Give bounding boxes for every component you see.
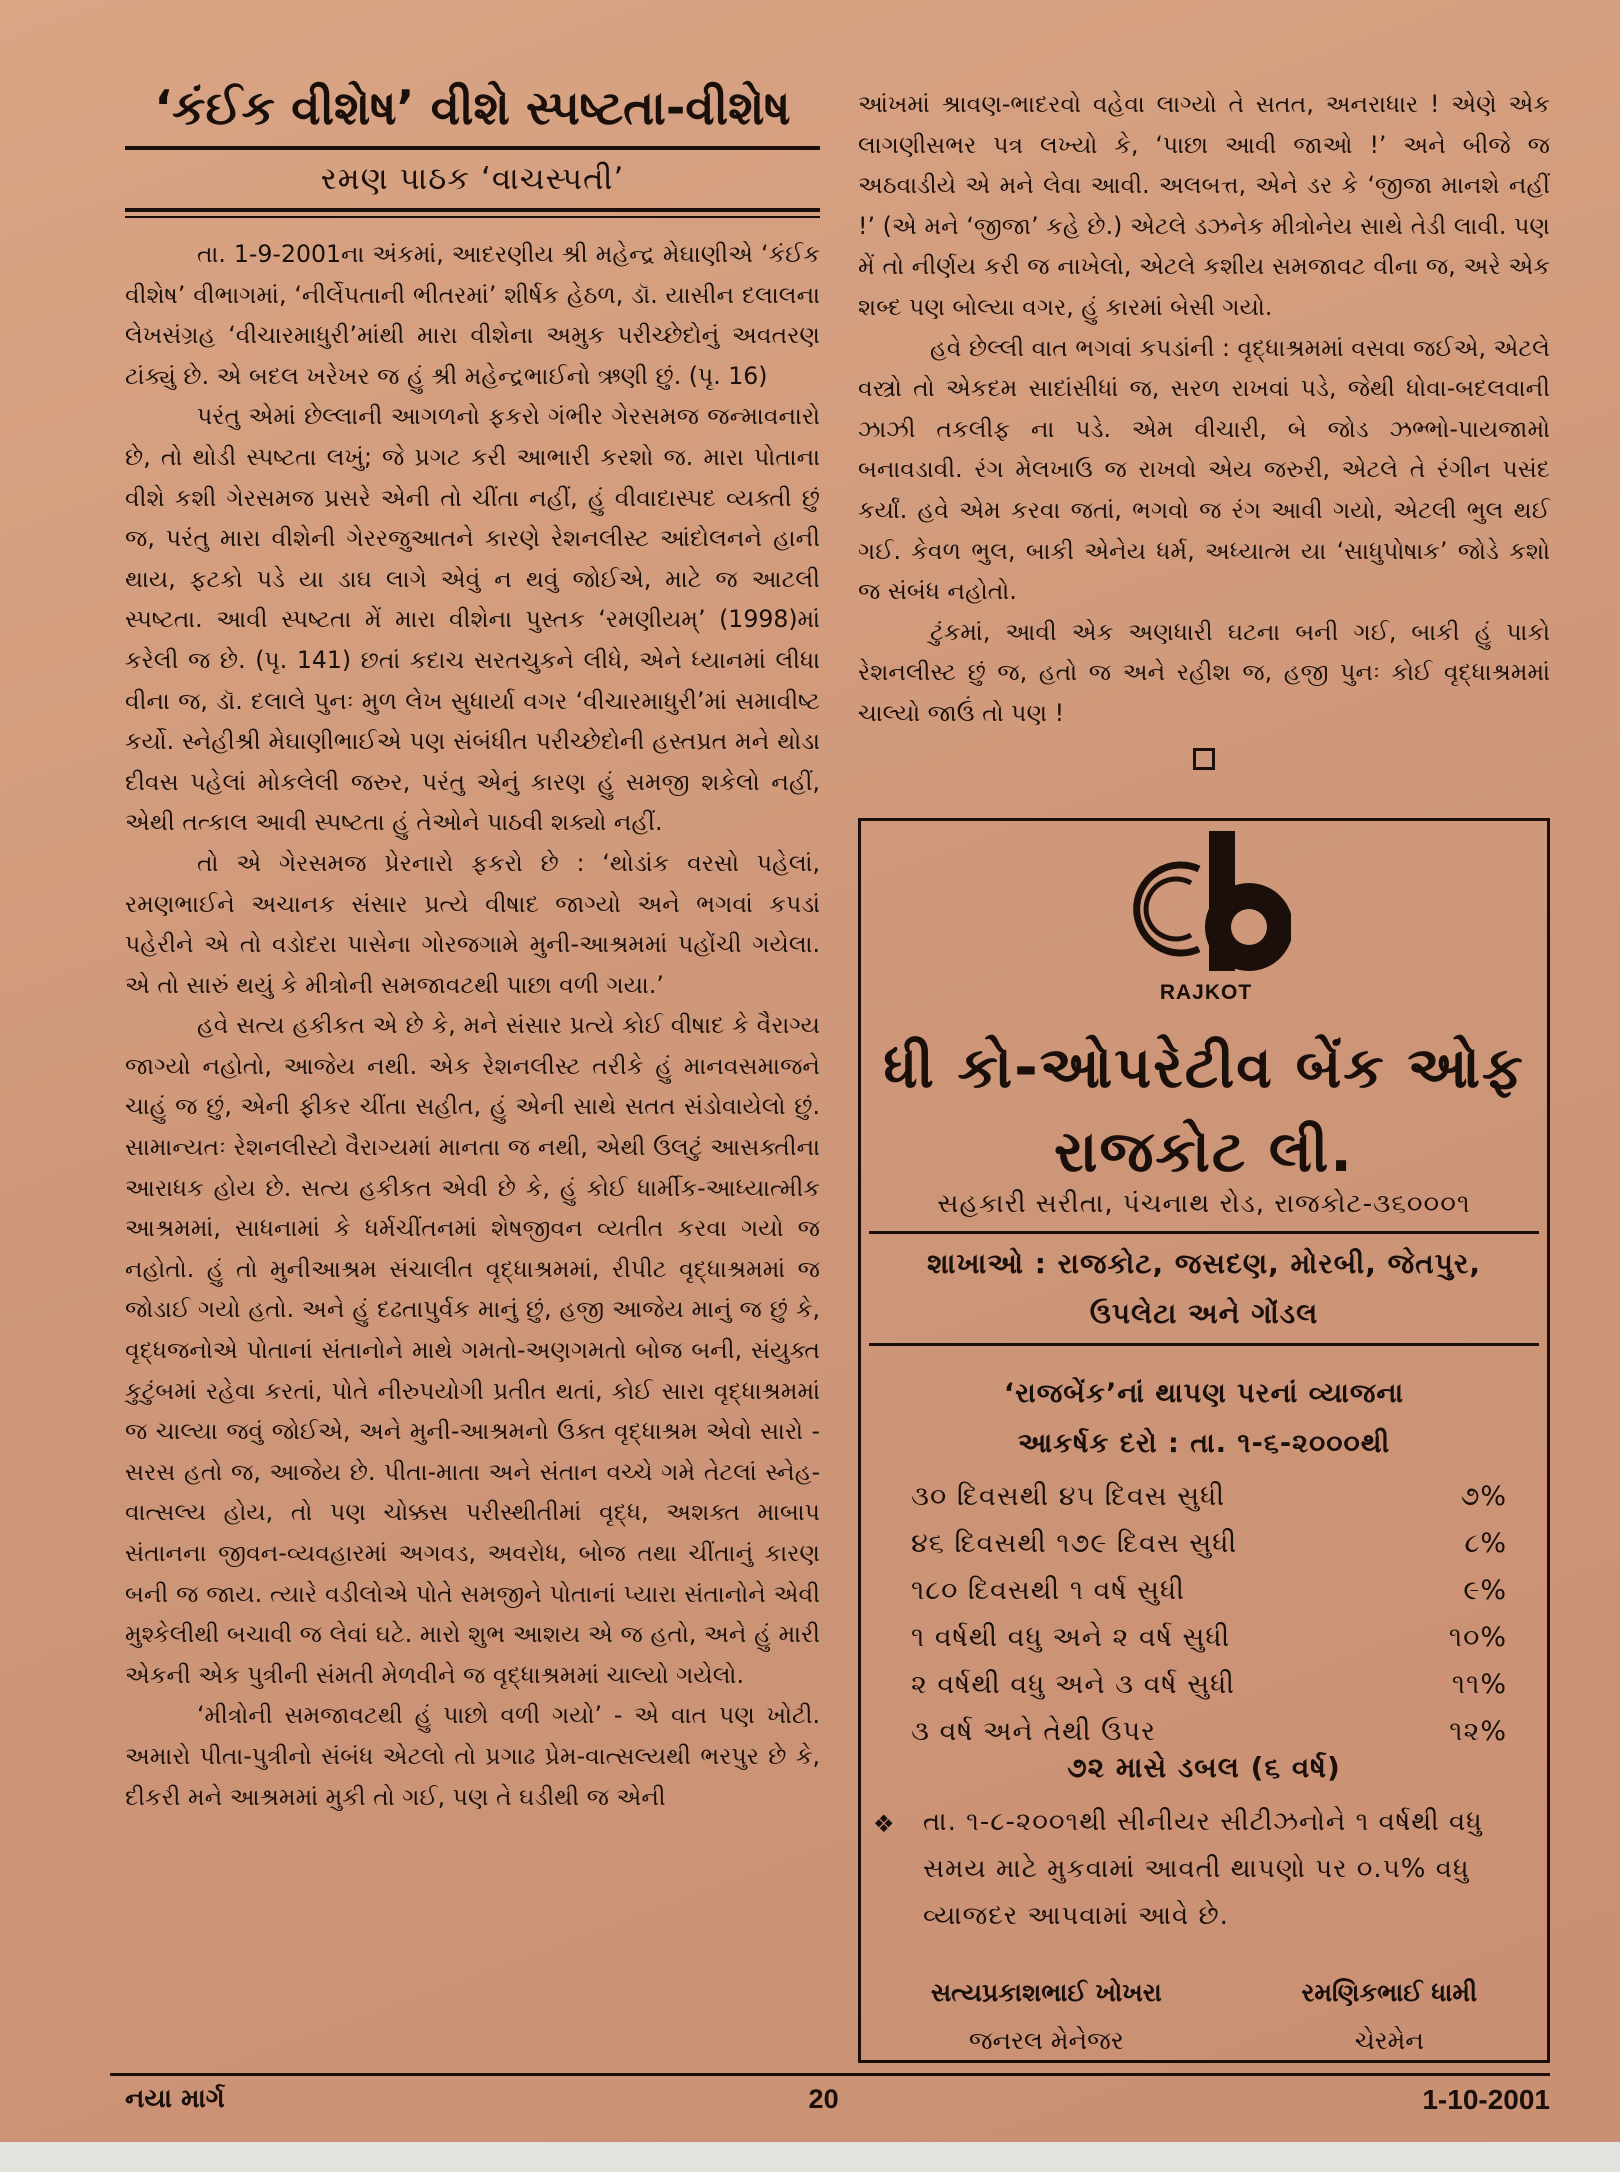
article-byline: રમણ પાઠક ‘વાચસ્પતી’ [320, 161, 625, 197]
rate-row [911, 1614, 1507, 1661]
article-paragraph: તા. 1-9-2001ના અંકમાં, આદરણીય શ્રી મહેન્દ્ર મેઘાણીએ ‘કંઈક વીશેષ’ વીભાગમાં, ‘નીર્લેપતાની ભીતરમાં’ શીર્ષક હેઠળ, ડૉ. યાસીન દલાલના લેખસંગ્રહ ‘વીચારમાધુરી’માંથી મારા વીશેના અમુક પરીચ્છેદોનું અવતરણ ટાંક્યું છે. એ બદલ ખરેખર જ હું શ્રી મહેન્દ્રભાઈનો ઋણી છું. (પૃ. 16) [125, 240, 820, 390]
article-paragraph: તો એ ગેરસમજ પ્રેરનારો ફકરો છે : ‘થોડાંક વરસો પહેલાં, રમણભાઈને અચાનક સંસાર પ્રત્યે વીષાદ જાગ્યો અને ભગવાં કપડાં પહેરીને એ તો વડોદરા પાસેના ગોરજગામે મુની-આશ્રમમાં પહોંચી ગયેલા. એ તો સારું થયું કે મીત્રોની સમજાવટથી પાછા વળી ગયા.’ [125, 848, 820, 999]
end-of-article-square-icon [1193, 748, 1215, 770]
branch-line: શાખાઓ : રાજકોટ, જસદણ, મોરબી, જેતપુર, [927, 1247, 1481, 1280]
signatory [931, 1969, 1162, 2065]
rate-value: ૧૦% [1448, 1622, 1507, 1653]
ad-divider [869, 1231, 1539, 1234]
article-left-column [125, 78, 820, 1817]
interest-rate-table [911, 1473, 1507, 1755]
rate-row [911, 1520, 1507, 1567]
rate-period: ૧ વર્ષથી વધુ અને ૨ વર્ષ સુધી [911, 1622, 1231, 1653]
rate-period: ૨ વર્ષથી વધુ અને ૩ વર્ષ સુધી [911, 1669, 1235, 1700]
rate-period: ૩ વર્ષ અને તેથી ઉપર [911, 1716, 1157, 1747]
publication-name: નયા માર્ગ [125, 2084, 225, 2114]
signatories [861, 1969, 1547, 2065]
rates-heading-line: ‘રાજબેંક’નાં થાપણ પરનાં વ્યાજના [1003, 1378, 1405, 1409]
rate-row [911, 1567, 1507, 1614]
article-paragraph: ટુંકમાં, આવી એક અણધારી ઘટના બની ગઈ, બાકી હું પાકો રેશનલીસ્ટ છું જ, હતો જ અને રહીશ જ, હજી પુનઃ કોઈ વૃદ્ધાશ્રમમાં ચાલ્યો જાઉં તો પણ ! [858, 617, 1550, 727]
rate-row [911, 1473, 1507, 1520]
rate-row [911, 1661, 1507, 1708]
signatory-title: ચેરમેન [1354, 2026, 1424, 2055]
rate-value: ૭% [1460, 1481, 1507, 1512]
senior-citizen-text: તા. ૧-૮-૨૦૦૧થી સીનીયર સીટીઝનોને ૧ વર્ષથી વધુ સમય માટે મુકવામાં આવતી થાપણો પર ૦.૫% વધુ વ્યાજદર આપવામાં આવે છે. [923, 1807, 1483, 1931]
rates-heading [861, 1369, 1547, 1469]
article-paragraph: આંખમાં શ્રાવણ-ભાદરવો વહેવા લાગ્યો તે સતત, અનરાધાર ! એણે એક લાગણીસભર પત્ર લખ્યો કે, ‘પાછા આવી જાઓ !’ અને બીજે જ અઠવાડીયે એ મને લેવા આવી. અલબત્ત, એને ડર કે ‘જીજા માનશે નહીં !’ (એ મને ‘જીજા’ કહે છે.) એટલે ડઝનેક મીત્રોનેય સાથે તેડી લાવી. પણ મેં તો નીર્ણય કરી જ નાખેલો, એટલે કશીય સમજાવટ વીના જ, અરે એક શબ્દ પણ બોલ્યા વગર, હું કારમાં બેસી ગયો. [858, 90, 1550, 321]
byline-divider-thin [125, 216, 820, 218]
rate-period: ૪૬ દિવસથી ૧૭૯ દિવસ સુધી [911, 1528, 1238, 1559]
rate-period: ૧૮૦ દિવસથી ૧ વર્ષ સુધી [911, 1575, 1185, 1606]
bank-logo-icon [1121, 831, 1291, 981]
signatory [1301, 1969, 1477, 2065]
rate-value: ૯% [1463, 1575, 1507, 1606]
diamond-bullet-icon: ❖ [873, 1810, 896, 1838]
double-deposit-note: ૭૨ માસે ડબલ (૬ વર્ષ) [1067, 1751, 1341, 1784]
scan-edge [0, 2142, 1620, 2172]
bank-name-line: ધી કો-ઓપરેટીવ બેંક ઓફ [883, 1035, 1525, 1101]
signatory-name: સત્યપ્રકાશભાઈ ખોખરા [930, 1978, 1162, 2007]
rates-heading-line: આકર્ષક દરો : તા. ૧-૬-૨૦૦૦થી [1017, 1428, 1391, 1459]
signatory-title: જનરલ મેનેજર [968, 2026, 1124, 2055]
rate-period: ૩૦ દિવસથી ૪૫ દિવસ સુધી [911, 1481, 1226, 1512]
rate-value: ૧૨% [1449, 1716, 1507, 1747]
bank-name [861, 1026, 1547, 1194]
rate-row [911, 1708, 1507, 1755]
senior-citizen-note [873, 1799, 1527, 1940]
signatory-name: રમણિકભાઈ ધામી [1301, 1978, 1478, 2007]
rate-value: ૮% [1464, 1528, 1507, 1559]
page-number: 20 [808, 2084, 839, 2114]
byline-divider [125, 208, 820, 212]
ad-divider [869, 1343, 1539, 1346]
bank-advertisement [858, 818, 1550, 2063]
bank-name-line: રાજકોટ લી. [1054, 1119, 1354, 1185]
article-right-column [858, 84, 1550, 770]
logo-caption: RAJKOT [1159, 981, 1253, 1004]
article-paragraph: હવે છેલ્લી વાત ભગવાં કપડાંની : વૃદ્ધાશ્રમમાં વસવા જઈએ, એટલે વસ્ત્રો તો એકદમ સાદાંસીધાં જ, સરળ રાખવાં પડે, જેથી ધોવા-બદલવાની ઝાઝી તકલીફ ના પડે. એમ વીચારી, બે જોડ ઝભ્ભો-પાયજામો બનાવડાવી. રંગ મેલખાઉ જ રાખવો એય જરુરી, એટલે તે રંગીન પસંદ કર્યાં. હવે એમ કરવા જતાં, ભગવો જ રંગ આવી ગયો, એટલી ભુલ થઈ ગઈ. કેવળ ભુલ, બાકી એનેય ધર્મ, અધ્યાત્મ યા ‘સાધુપોષાક’ જોડે કશો જ સંબંધ નહોતો. [858, 333, 1550, 606]
branch-line: ઉપલેટા અને ગોંડલ [1089, 1297, 1319, 1330]
article-title: ‘કંઈક વીશેષ’ વીશે સ્પષ્ટતા-વીશેષ [154, 81, 791, 136]
issue-date: 1-10-2001 [1422, 2084, 1550, 2115]
bank-address: સહકારી સરીતા, પંચનાથ રોડ, રાજકોટ-૩૬૦૦૦૧ [937, 1189, 1471, 1219]
rate-value: ૧૧% [1451, 1669, 1507, 1700]
branch-list [861, 1239, 1547, 1339]
footer-divider [110, 2073, 1550, 2076]
article-paragraph: ‘મીત્રોની સમજાવટથી હું પાછો વળી ગયો’ - એ વાત પણ ખોટી. અમારો પીતા-પુત્રીનો સંબંધ એટલો તો પ્રગાઢ પ્રેમ-વાત્સલ્યથી ભરપુર છે કે, દીકરી મને આશ્રમમાં મુકી તો ગઈ, પણ તે ઘડીથી જ એની [125, 1701, 820, 1811]
bank-logo [1121, 831, 1291, 1004]
article-paragraph: પરંતુ એમાં છેલ્લાની આગળનો ફકરો ગંભીર ગેરસમજ જન્માવનારો છે, તો થોડી સ્પષ્ટતા લખું; જે પ્રગટ કરી આભારી કરશો જ. મારા પોતાના વીશે કશી ગેરસમજ પ્રસરે એની તો ચીંતા નહીં, હું વીવાદાસ્પદ વ્યક્તી છું જ, પરંતુ મારા વીશેની ગેરરજુઆતને કારણે રેશનલીસ્ટ આંદોલનને હાની થાય, ફટકો પડે યા ડાઘ લાગે એવું ન થવું જોઈએ, માટે જ આટલી સ્પષ્ટતા. આવી સ્પષ્ટતા મેં મારા વીશેના પુસ્તક ‘રમણીયમ્’ (1998)માં કરેલી જ છે. (પૃ. 141) છતાં કદાચ સરતચુકને લીધે, એને ધ્યાનમાં લીધા વીના જ, ડૉ. દલાલે પુનઃ મુળ લેખ સુધાર્યા વગર ‘વીચારમાધુરી’માં સમાવીષ્ટ કર્યો. સ્નેહીશ્રી મેઘાણીભાઈએ પણ સંબંધીત પરીચ્છેદોની હસ્તપ્રત મને થોડા દીવસ પહેલાં મોકલેલી જરુર, પરંતુ એનું કારણ હું સમજી શકેલો નહીં, એથી તત્કાલ આવી સ્પષ્ટતા હું તેઓને પાઠવી શક્યો નહીં. [125, 402, 820, 837]
article-paragraph: હવે સત્ય હકીકત એ છે કે, મને સંસાર પ્રત્યે કોઈ વીષાદ કે વૈરાગ્ય જાગ્યો નહોતો, આજેય નથી. એક રેશનલીસ્ટ તરીકે હું માનવસમાજને ચાહું જ છું, એની ફીકર ચીંતા સહીત, હું એની સાથે સતત સંડોવાયેલો છું. સામાન્યતઃ રેશનલીસ્ટો વૈરાગ્યમાં માનતા જ નથી, એથી ઉલટું આસક્તીના આરાધક હોય છે. સત્ય હકીકત એવી છે કે, હું કોઈ ધાર્મીક-આધ્યાત્મીક આશ્રમમાં, સાધનામાં કે ધર્મચીંતનમાં શેષજીવન વ્યતીત કરવા ગયો જ નહોતો. હું તો મુનીઆશ્રમ સંચાલીત વૃદ્ધાશ્રમમાં, રીપીટ વૃદ્ધાશ્રમમાં જ જોડાઈ ગયો હતો. અને હું દઢતાપુર્વક માનું છું, હજી આજેય માનું જ છું કે, વૃદ્ધજનોએ પોતાનાં સંતાનોને માથે ગમતો-અણગમતો બોજ બની, સંયુક્ત કુટુંબમાં રહેવા કરતાં, પોતે નીરુપયોગી પ્રતીત થતાં, કોઈ સારા વૃદ્ધાશ્રમમાં જ ચાલ્યા જવું જોઈએ, અને મુની-આશ્રમનો ઉક્ત વૃદ્ધાશ્રમ એવો સારો - સરસ હતો જ, આજેય છે. પીતા-માતા અને સંતાન વચ્ચે ગમે તેટલાં સ્નેહ-વાત્સલ્ય હોય, તો પણ ચોક્કસ પરીસ્થીતીમાં વૃદ્ધ, અશક્ત માબાપ સંતાનના જીવન-વ્યવહારમાં અગવડ, અવરોધ, બોજ તથા ચીંતાનું કારણ બની જ જાય. ત્યારે વડીલોએ પોતે સમજીને પોતાનાં પ્યારા સંતાનોને એવી મુશ્કેલીથી બચાવી જ લેવાં ઘટે. મારો શુભ આશય એ જ હતો, અને હું મારી એકની એક પુત્રીની સંમતી મેળવીને જ વૃદ્ધાશ્રમમાં ચાલ્યો ગયેલો. [125, 1011, 820, 1689]
page-footer [125, 2084, 1550, 2116]
